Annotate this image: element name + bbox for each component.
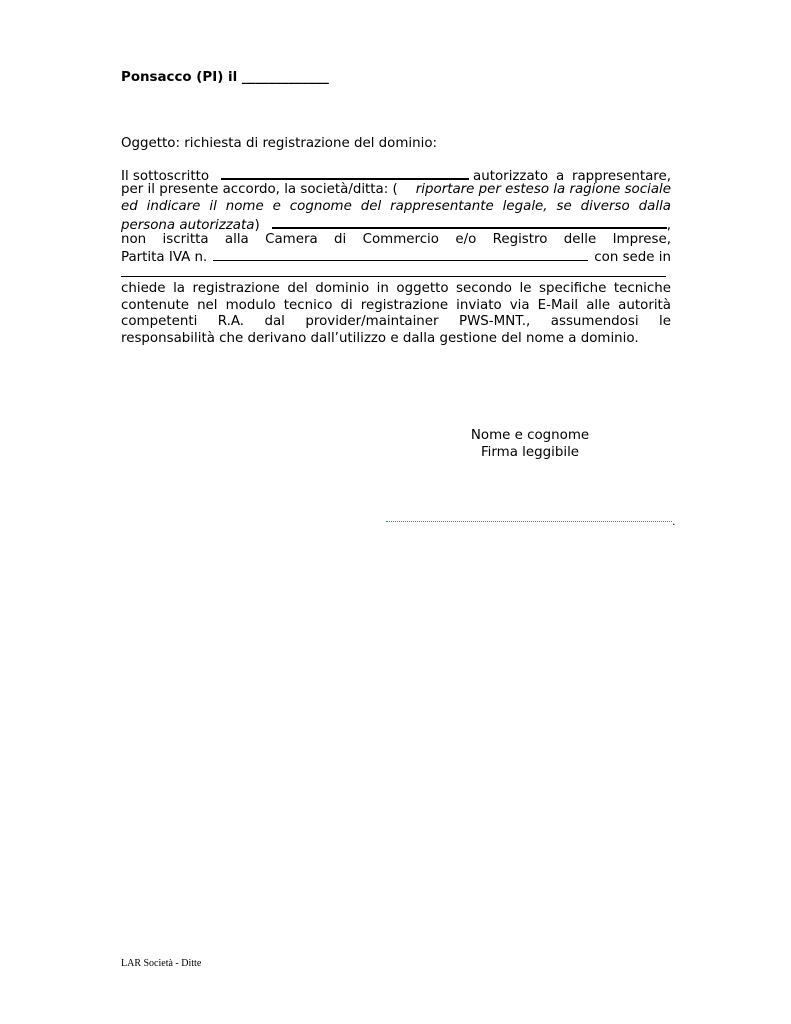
authorization-body (121, 166, 671, 347)
body-line-5 (121, 232, 671, 248)
body-line-6 (121, 248, 671, 264)
body-line-1 (121, 166, 671, 182)
headquarters-label: con sede in (594, 249, 671, 265)
authorized-person-text: persona autorizzata (121, 218, 255, 234)
signature-block (420, 427, 640, 461)
body-line-4 (121, 215, 671, 234)
company-instruction-text: riportare per esteso la ragione sociale (415, 182, 671, 198)
place-date-heading: Ponsacco (PI) il _____________ (121, 70, 329, 85)
undersigned-name-blank (221, 166, 469, 180)
company-name-blank (272, 215, 667, 229)
signature-line-end-dot: . (672, 515, 676, 528)
company-instruction-text-2: ed indicare il nome e cognome del rappresentante legale, se diverso dalla (121, 198, 671, 214)
subject-line: Oggetto: richiesta di registrazione del dominio: (121, 136, 438, 151)
close-paren: ) (254, 218, 260, 234)
signature-legible-label: Firma leggibile (480, 445, 580, 460)
vat-number-blank (213, 248, 588, 261)
authorized-text: autorizzato a rappresentare, (473, 169, 671, 184)
body-line-2 (121, 182, 671, 198)
company-intro-text: per il presente accordo, la società/ditta: ( (121, 182, 398, 198)
page-footer: LAR Società - Ditte (121, 958, 202, 969)
vat-label: Partita IVA n. (121, 249, 208, 265)
request-paragraph: chiede la registrazione del dominio in oggetto secondo le specifiche tecniche contenute nel modulo tecnico di registrazione inviato via E-Mail alle autorità competenti R.A. dal provider/maintainer PWS-MNT., assumendosi le responsabilità che derivano dall’utilizzo e dalla gestione del nome a dominio. (121, 281, 671, 346)
signature-name-label: Nome e cognome (470, 428, 590, 443)
signature-line (386, 521, 672, 522)
body-line-3 (121, 199, 671, 215)
undersigned-label: Il sottoscritto (121, 169, 210, 184)
comma: , (666, 218, 671, 234)
chamber-commerce-text: non iscritta alla Camera di Commercio e/o Registro delle Imprese, (121, 231, 671, 247)
